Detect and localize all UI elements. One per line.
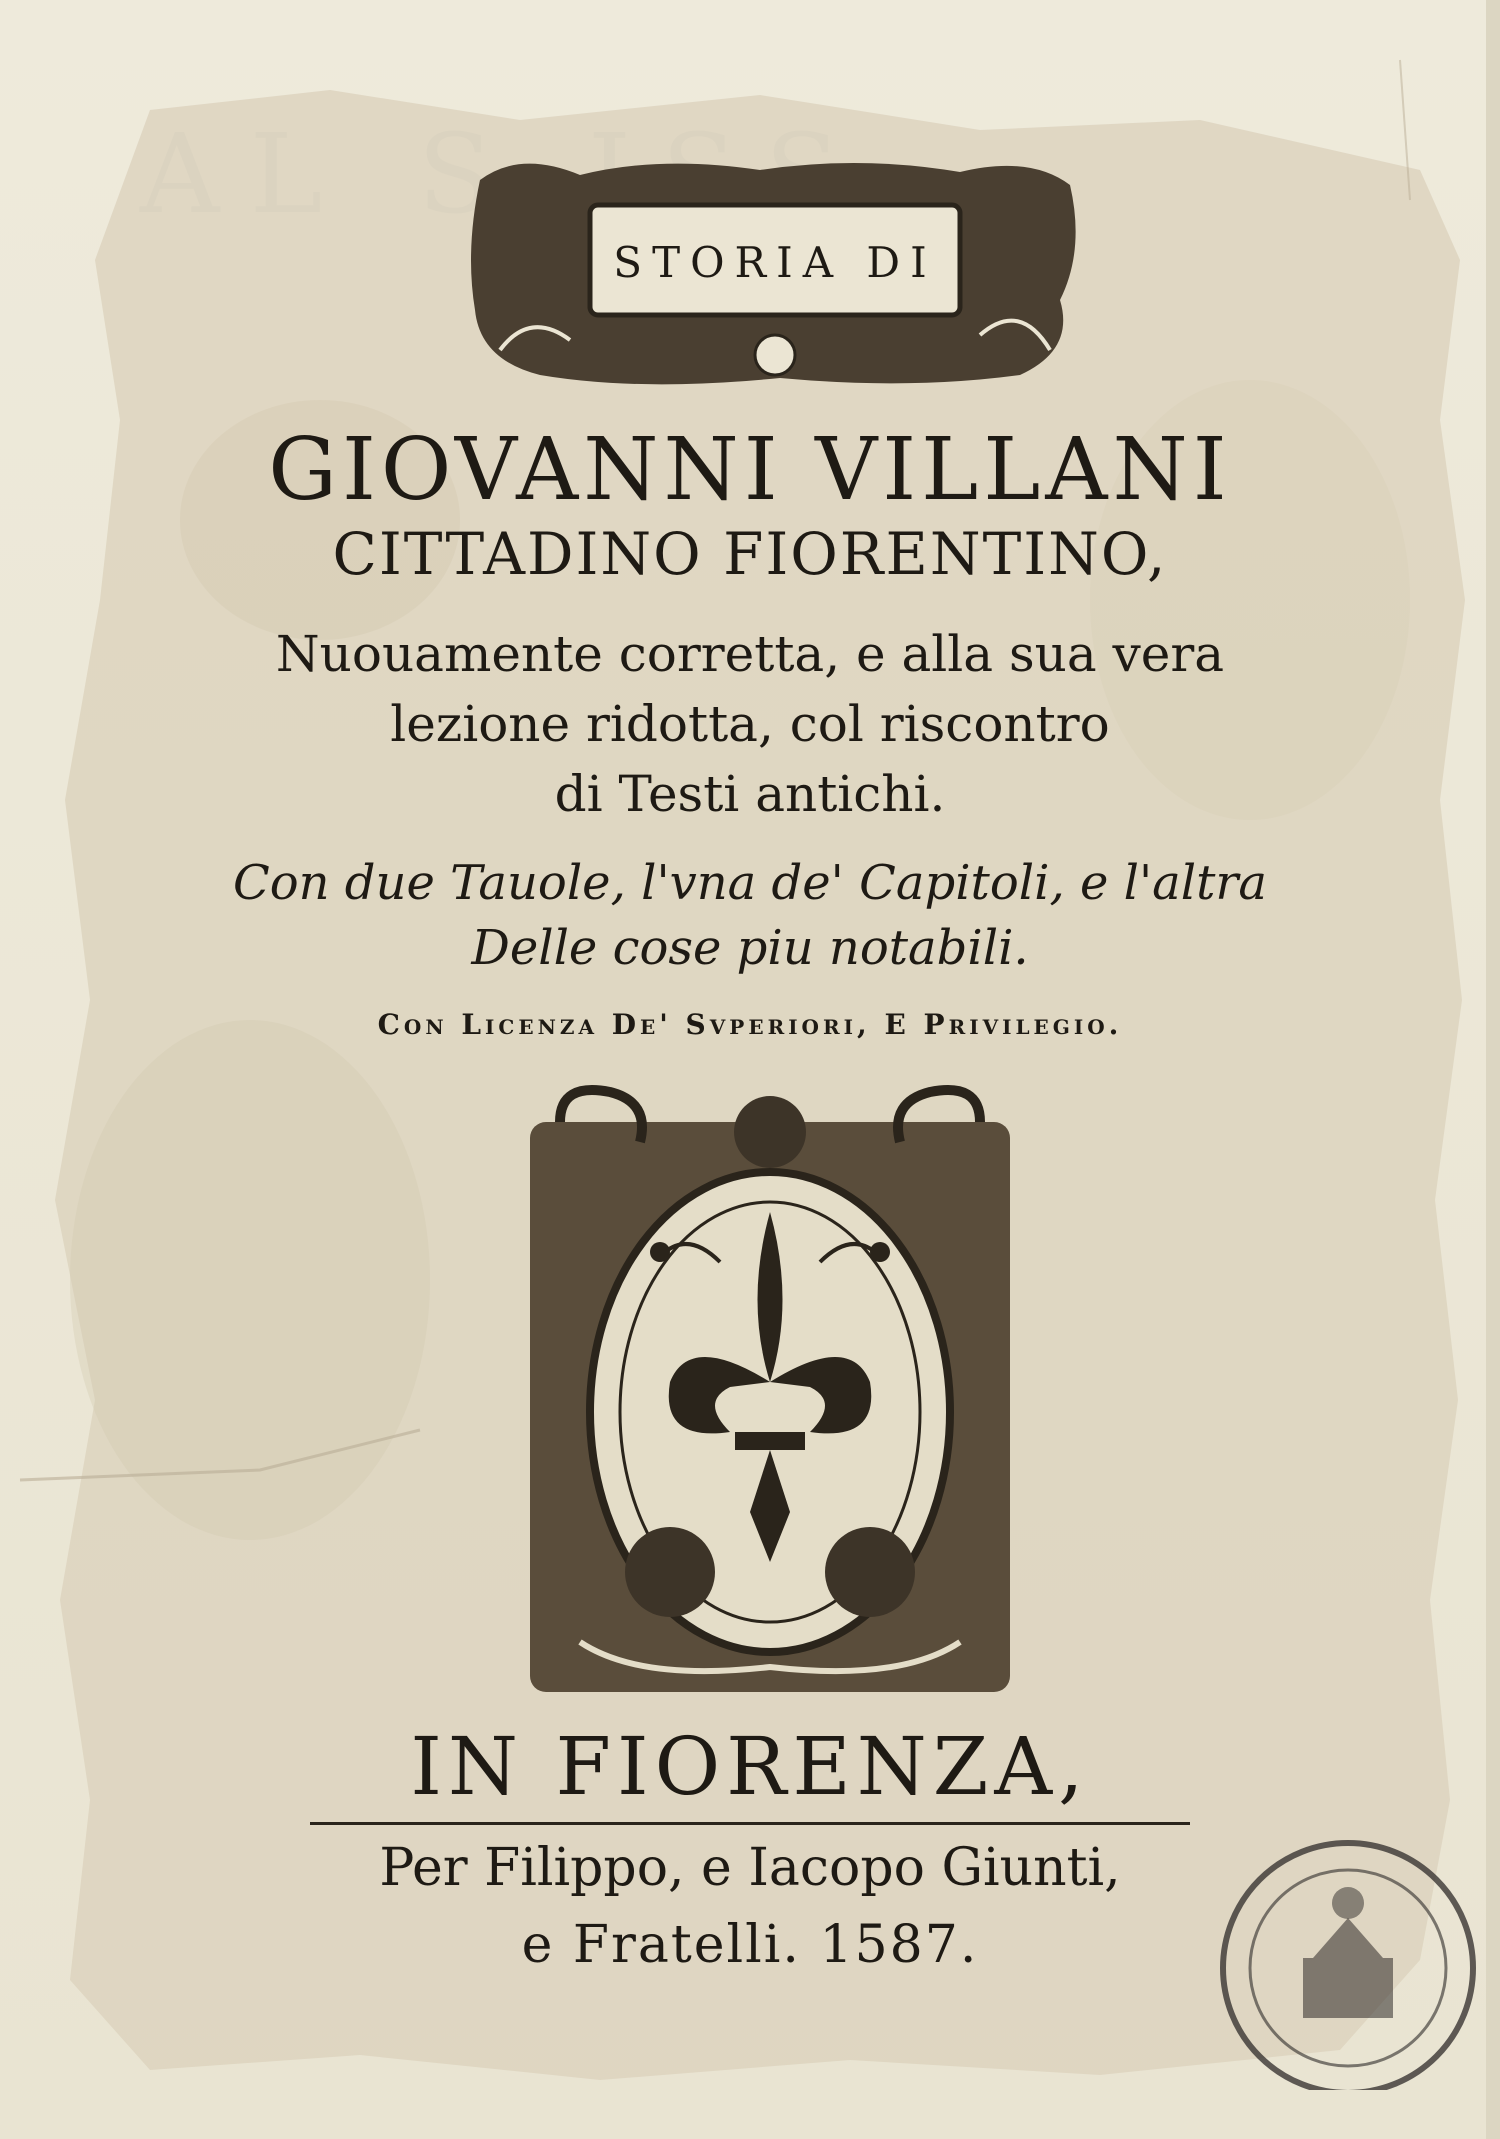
tables-note: Con due Tauole, l'vna de' Capitoli, e l'altra (233, 855, 1267, 911)
printer-date-line: e Fratelli. 1587. (521, 1915, 979, 1975)
printer-line: Per Filippo, e Iacopo Giunti, (379, 1838, 1121, 1898)
license-line: Con Licenza De' Svperiori, E Privilegio. (377, 1008, 1123, 1041)
cartouche-label: STORIA DI (613, 238, 937, 287)
author-descriptor: CITTADINO FIORENTINO, (332, 520, 1168, 588)
subtitle-line: di Testi antichi. (554, 765, 946, 823)
subtitle-line: Nuouamente corretta, e alla sua vera (275, 625, 1225, 683)
tables-note: Delle cose piu notabili. (471, 920, 1029, 976)
divider-rule (310, 1822, 1190, 1825)
author-name: GIOVANNI VILLANI (268, 420, 1232, 520)
florentine-lily-printer-device-icon (520, 1082, 1020, 1702)
place-of-publication: IN FIORENZA, (410, 1720, 1090, 1813)
library-stamp-icon (1118, 1808, 1490, 2090)
subtitle-line: lezione ridotta, col riscontro (390, 695, 1110, 753)
